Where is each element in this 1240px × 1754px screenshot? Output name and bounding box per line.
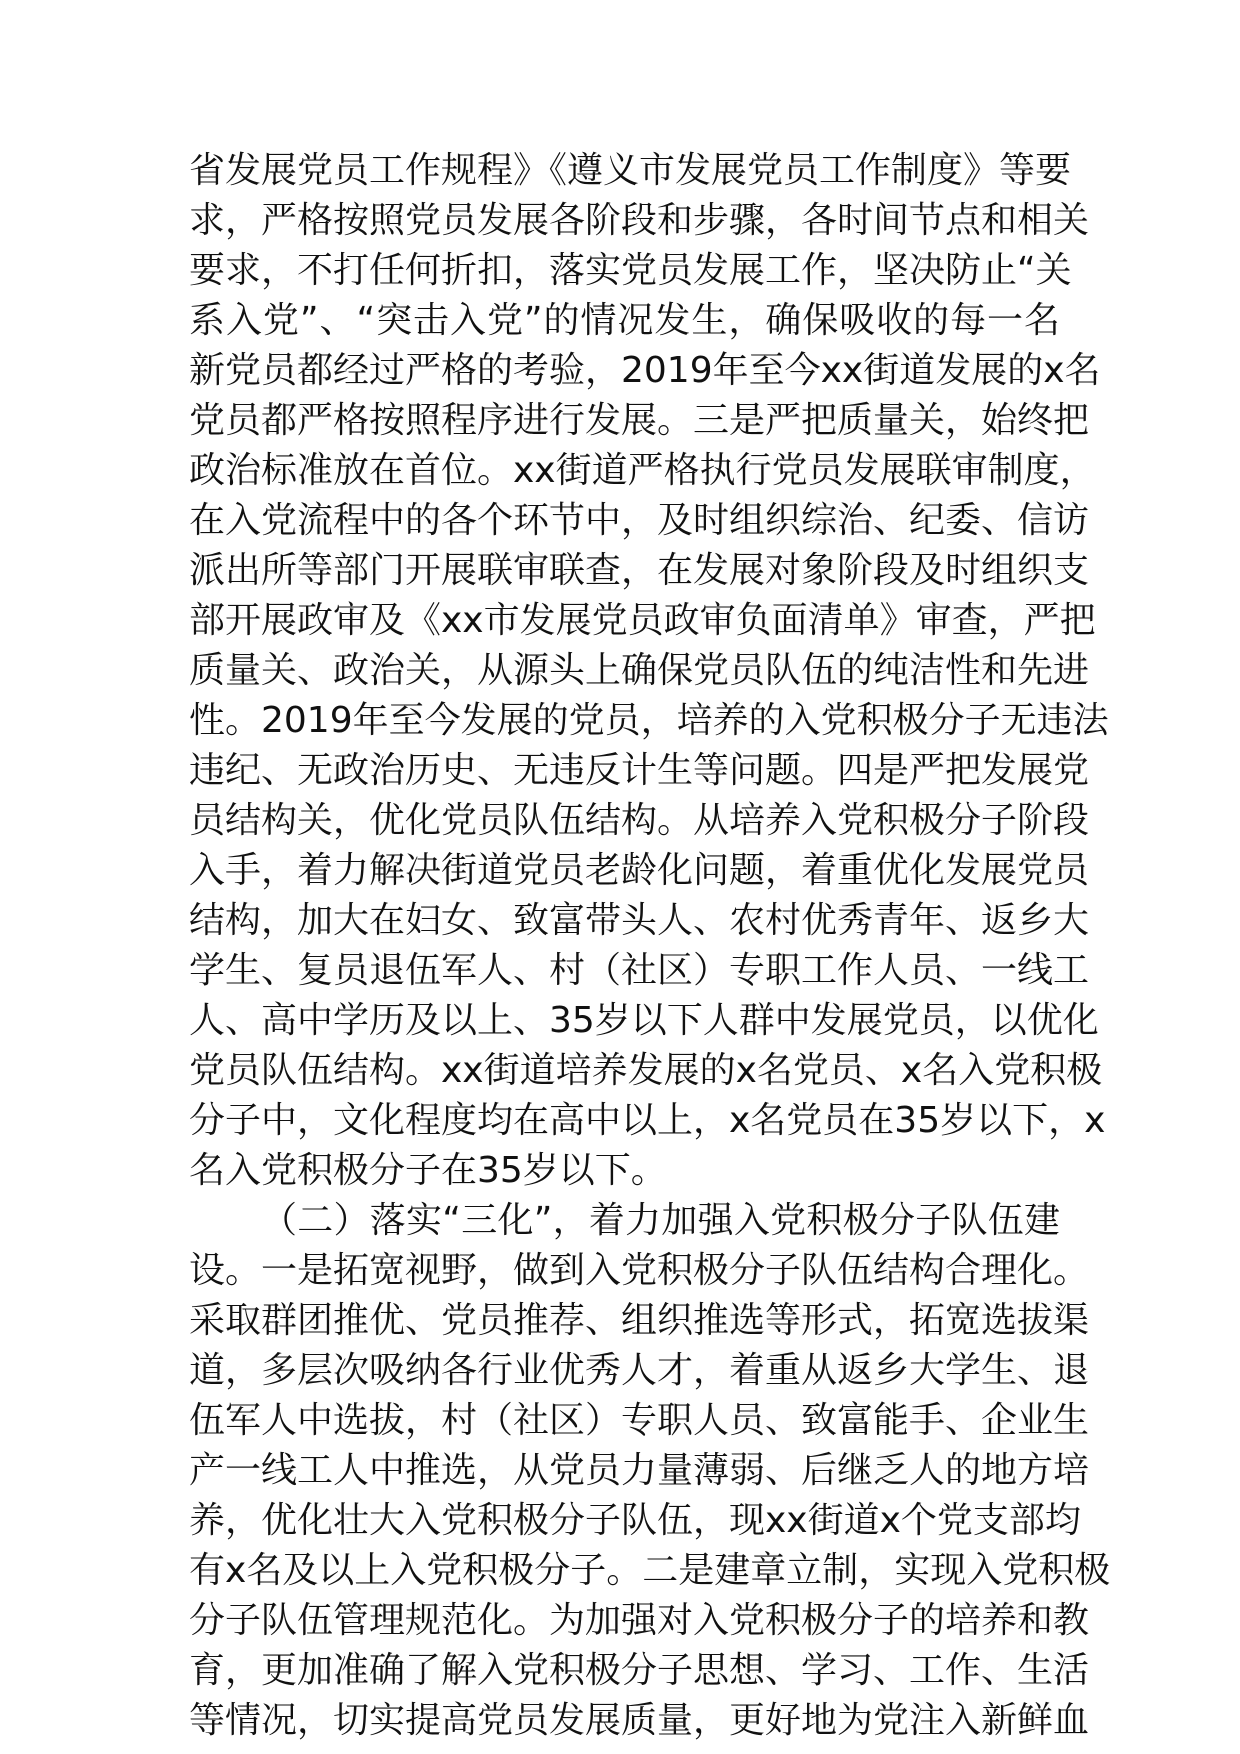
paragraph-1 xyxy=(189,146,1109,1196)
text-line: 有x名及以上入党积极分子。二是建章立制，实现入党积极 xyxy=(189,1550,1111,1591)
text-line: 政治标准放在首位。xx街道严格执行党员发展联审制度， xyxy=(189,450,1096,491)
text-line: 结构，加大在妇女、致富带头人、农村优秀青年、返乡大 xyxy=(189,900,1090,941)
text-line: 员结构关，优化党员队伍结构。从培养入党积极分子阶段 xyxy=(189,800,1090,841)
text-line: 系入党”、“突击入党”的情况发生，确保吸收的每一名 xyxy=(189,300,1060,341)
text-line: 分子队伍管理规范化。为加强对入党积极分子的培养和教 xyxy=(189,1600,1090,1641)
document-body xyxy=(189,146,1111,1746)
text-line: 产一线工人中推选，从党员力量薄弱、后继乏人的地方培 xyxy=(189,1450,1090,1491)
text-line: 人、高中学历及以上、35岁以下人群中发展党员，以优化 xyxy=(189,1000,1099,1041)
text-line: 设。一是拓宽视野，做到入党积极分子队伍结构合理化。 xyxy=(189,1250,1090,1291)
text-line: 求，严格按照党员发展各阶段和步骤，各时间节点和相关 xyxy=(189,200,1090,241)
text-line: 新党员都经过严格的考验，2019年至今xx街道发展的x名 xyxy=(189,350,1101,391)
text-line: 采取群团推优、党员推荐、组织推选等形式，拓宽选拔渠 xyxy=(189,1300,1090,1341)
text-line: 养，优化壮大入党积极分子队伍，现xx街道x个党支部均 xyxy=(189,1500,1081,1541)
paragraph-2 xyxy=(189,1196,1111,1746)
text-line: 派出所等部门开展联审联查，在发展对象阶段及时组织支 xyxy=(189,550,1090,591)
text-line: 省发展党员工作规程》《遵义市发展党员工作制度》等要 xyxy=(189,150,1072,191)
text-line: 伍军人中选拔，村（社区）专职人员、致富能手、企业生 xyxy=(189,1400,1090,1441)
text-line: 党员都严格按照程序进行发展。三是严把质量关，始终把 xyxy=(189,400,1090,441)
text-line: 在入党流程中的各个环节中，及时组织综治、纪委、信访 xyxy=(189,500,1090,541)
text-line: 要求，不打任何折扣，落实党员发展工作，坚决防止“关 xyxy=(189,250,1072,291)
text-line: 部开展政审及《xx市发展党员政审负面清单》审查，严把 xyxy=(189,600,1096,641)
text-line: 党员队伍结构。xx街道培养发展的x名党员、x名入党积极 xyxy=(189,1050,1103,1091)
text-line: 等情况，切实提高党员发展质量，更好地为党注入新鲜血 xyxy=(189,1700,1090,1741)
text-line: 入手，着力解决街道党员老龄化问题，着重优化发展党员 xyxy=(189,850,1090,891)
text-line: 名入党积极分子在35岁以下。 xyxy=(189,1150,667,1191)
text-line: 违纪、无政治历史、无违反计生等问题。四是严把发展党 xyxy=(189,750,1090,791)
text-line: 道，多层次吸纳各行业优秀人才，着重从返乡大学生、退 xyxy=(189,1350,1090,1391)
text-line: 育，更加准确了解入党积极分子思想、学习、工作、生活 xyxy=(189,1650,1090,1691)
text-line: （二）落实“三化”，着力加强入党积极分子队伍建 xyxy=(261,1200,1060,1241)
text-line: 质量关、政治关，从源头上确保党员队伍的纯洁性和先进 xyxy=(189,650,1090,691)
text-line: 分子中，文化程度均在高中以上，x名党员在35岁以下，x xyxy=(189,1100,1106,1141)
text-line: 性。2019年至今发展的党员，培养的入党积极分子无违法 xyxy=(189,700,1109,741)
text-line: 学生、复员退伍军人、村（社区）专职工作人员、一线工 xyxy=(189,950,1090,991)
